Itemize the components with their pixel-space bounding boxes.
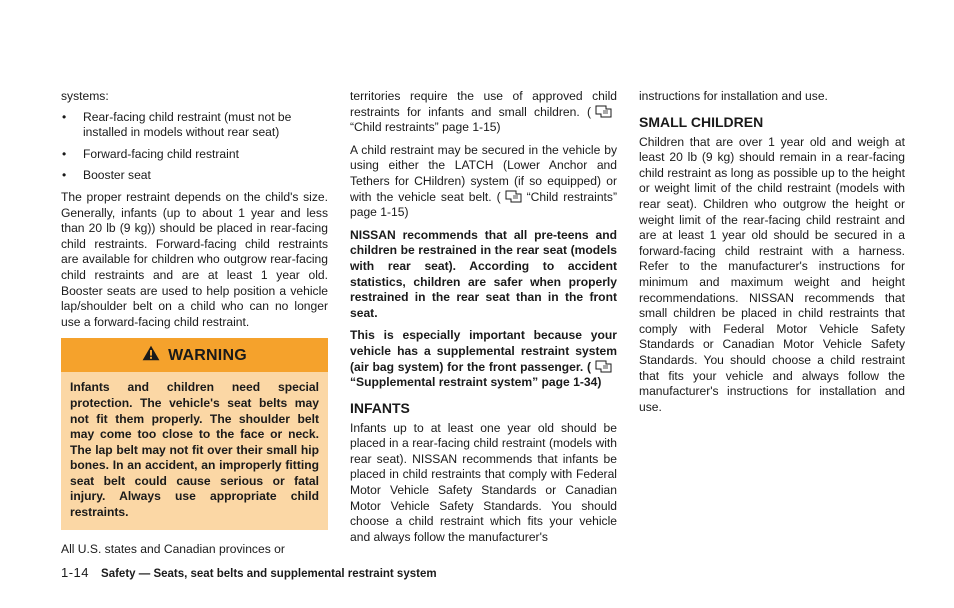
body-paragraph (350, 89, 617, 136)
reference-link[interactable]: “Child restraints” page 1-15) (350, 120, 501, 135)
column-right (639, 89, 905, 415)
page-reference-icon (504, 190, 524, 203)
body-paragraph: Infants up to at least one year old should be placed in a rear-facing child restraint (models with rear seat). NISSAN recommends that infants be placed in child restraints that comply with Federal Motor Vehicle Safety Standards or Canadian Motor Vehicle Safety Standards. You should choose a child restraint which fits your vehicle and always follow the manufacturer's (350, 420, 617, 544)
reference-link[interactable]: “Child restraints” page 1-15) (350, 189, 617, 220)
warning-text: Infants and children need special protection. The vehicle's seat belts may not fit them properly. The shoulder belt may come too close to the face or neck. The lap belt may not fit over their small hip bones. In an accident, an improperly fitting seat belt could cause serious or fatal injury. Always use appropriate child restraints. (70, 380, 319, 520)
bold-paragraph (350, 328, 617, 390)
column-middle (350, 89, 617, 545)
column-left (61, 89, 328, 557)
page-footer (61, 565, 437, 580)
body-paragraph: All U.S. states and Canadian provinces or (61, 541, 285, 556)
reference-link[interactable]: “Supplemental restraint system” page 1-34) (350, 375, 602, 390)
list-item: • Forward-facing child restraint (61, 147, 328, 163)
body-paragraph: Children that are over 1 year old and weigh at least 20 lb (9 kg) should remain in a rear-facing child restraint as long as possible up to the height or weight limit of the child restraint (models with rear seat). Children who outgrow the height or weight limit of the rear-facing child restraint and are at least 1 year old should be secured in a forward-facing child restraint with a harness. Refer to the manufacturer's instructions for minimum and maximum weight and height recommendations. NISSAN recommends that small children be placed in child restraints that comply with Federal Motor Vehicle Safety Standards or Canadian Motor Vehicle Safety Standards. You should choose a child restraint that fits your vehicle and always follow the manufacturer's instructions for installation and use. (639, 134, 905, 414)
list-item: • Booster seat (61, 168, 328, 184)
paragraph-text: This is especially important because your vehicle has a supplemental restraint system (air bag system) for the front passenger. ( (350, 328, 617, 374)
section-heading-infants: INFANTS (350, 399, 410, 416)
warning-header (61, 338, 328, 372)
bold-paragraph: NISSAN recommends that all pre-teens and children be restrained in the rear seat (models with rear seat). According to accident statistics, children are safer when properly restrained in the rear seat than in the front seat. (350, 227, 617, 320)
warning-triangle-icon (142, 345, 160, 366)
page-reference-icon (594, 360, 614, 373)
page-number: 1-14 (61, 565, 90, 580)
paragraph-text: A child restraint may be secured in the vehicle by using either the LATCH (Lower Anchor and Tethers for CHildren) system (if so equipped) or with the vehicle seat belt. ( (350, 142, 617, 204)
list-item: • Rear-facing child restraint (must not be installed in models without rear seat) (61, 110, 328, 141)
restraint-type-list (61, 110, 328, 184)
intro-text: systems: (61, 89, 109, 103)
page-reference-icon (594, 105, 614, 118)
warning-title: WARNING (168, 346, 247, 364)
body-paragraph: The proper restraint depends on the child's size. Generally, infants (up to about 1 year and less than 20 lb (9 kg)) should be placed in rear-facing child restraints. Forward-facing child restraints are available for children who outgrow rear-facing child restraints and are at least 1 year old. Booster seats are used to help position a vehicle lap/shoulder belt on a child who can no longer use a forward-facing child restraint. (61, 189, 328, 329)
section-title: Safety — Seats, seat belts and supplemental restraint system (101, 568, 437, 580)
body-paragraph: instructions for installation and use. (639, 89, 828, 103)
body-paragraph (350, 143, 617, 221)
section-heading-small-children: SMALL CHILDREN (639, 113, 764, 130)
warning-box (61, 338, 328, 529)
paragraph-text: territories require the use of approved child restraints for infants and small children. ( (350, 89, 617, 119)
